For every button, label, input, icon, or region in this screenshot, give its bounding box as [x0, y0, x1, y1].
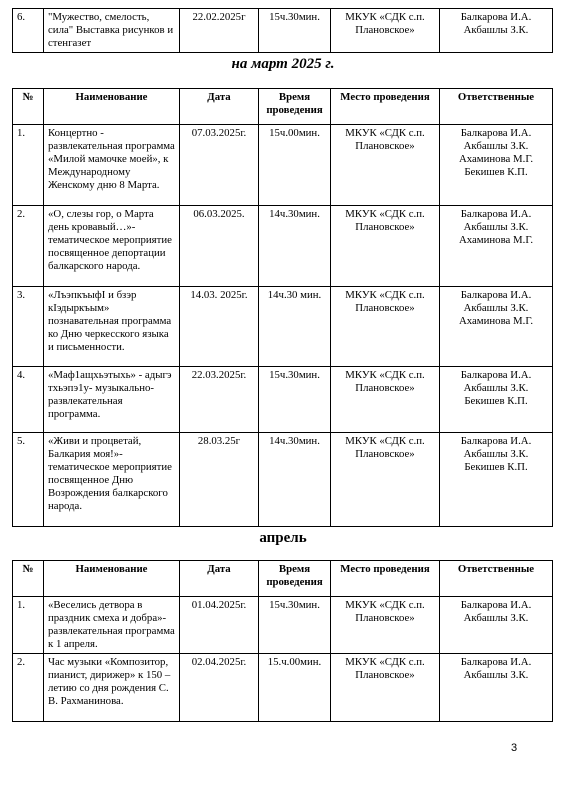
event-time: 14ч.30 мин.	[259, 287, 331, 367]
event-place: МКУК «СДК с.п. Плановское»	[331, 206, 440, 287]
event-name: Час музыки «Композитор, пианист, дирижер» к 150 – летию со дня рождения С. В. Рахманинова.	[44, 654, 180, 722]
event-name: «ЛъэпкъыфI и бзэр кIэдыркъым» познавательная программа ко Дню черкесского языка и письменности.	[44, 287, 180, 367]
event-date: 06.03.2025.	[180, 206, 259, 287]
column-header-responsible: Ответственные	[440, 561, 553, 597]
april-table	[12, 560, 553, 722]
event-responsible: Балкарова И.А. Акбашлы З.К. Ахаминова М.Г. Бекишев К.П.	[440, 125, 553, 206]
column-header-place: Место проведения	[331, 561, 440, 597]
event-name: Концертно - развлекательная программа «Милой мамочке моей», к Международному Женскому дню 8 Марта.	[44, 125, 180, 206]
event-date: 01.04.2025г.	[180, 597, 259, 654]
event-responsible: Балкарова И.А. Акбашлы З.К.	[440, 597, 553, 654]
table-row	[13, 367, 553, 433]
event-date: 07.03.2025г.	[180, 125, 259, 206]
event-place: МКУК «СДК с.п. Плановское»	[331, 654, 440, 722]
row-number: 1.	[13, 125, 44, 206]
event-time: 15ч.30мин.	[259, 367, 331, 433]
event-name: "Мужество, смелость, сила" Выставка рисунков и стенгазет	[44, 9, 180, 53]
event-date: 22.02.2025г	[180, 9, 259, 53]
column-header-number: №	[13, 561, 44, 597]
row-number: 2.	[13, 206, 44, 287]
april-heading: апрель	[259, 530, 307, 546]
event-date: 02.04.2025г.	[180, 654, 259, 722]
event-place: МКУК «СДК с.п. Плановское»	[331, 125, 440, 206]
event-date: 22.03.2025г.	[180, 367, 259, 433]
event-place: МКУК «СДК с.п. Плановское»	[331, 9, 440, 53]
march-table	[12, 88, 553, 527]
event-name: «О, слезы гор, о Марта день кровавый…»- тематическое мероприятие посвященное депортации балкарского народа.	[44, 206, 180, 287]
column-header-time: Время проведения	[259, 89, 331, 125]
column-header-place: Место проведения	[331, 89, 440, 125]
event-time: 14ч.30мин.	[259, 206, 331, 287]
table-row	[13, 654, 553, 722]
row-number: 2.	[13, 654, 44, 722]
row-number: 1.	[13, 597, 44, 654]
event-place: МКУК «СДК с.п. Плановское»	[331, 597, 440, 654]
column-header-date: Дата	[180, 89, 259, 125]
event-time: 15.ч.00мин.	[259, 654, 331, 722]
event-time: 15ч.00мин.	[259, 125, 331, 206]
column-header-name: Наименование	[44, 561, 180, 597]
event-name: «Маф1ащхьэтыхь» - адыгэ тхьэпэ1у- музыкально- развлекательная программа.	[44, 367, 180, 433]
table-header-row	[13, 89, 553, 125]
row-number: 4.	[13, 367, 44, 433]
column-header-time: Время проведения	[259, 561, 331, 597]
column-header-number: №	[13, 89, 44, 125]
event-date: 28.03.25г	[180, 433, 259, 527]
event-name: «Живи и процветай, Балкария моя!»- тематическое мероприятие посвященное Дню Возрождения балкарского народа.	[44, 433, 180, 527]
event-responsible: Балкарова И.А. Акбашлы З.К.	[440, 654, 553, 722]
column-header-name: Наименование	[44, 89, 180, 125]
event-time: 15ч.30мин.	[259, 9, 331, 53]
event-responsible: Балкарова И.А. Акбашлы З.К. Ахаминова М.Г.	[440, 206, 553, 287]
table-row	[13, 597, 553, 654]
row-number: 6.	[13, 9, 44, 53]
event-time: 15ч.30мин.	[259, 597, 331, 654]
table-row	[13, 206, 553, 287]
event-responsible: Балкарова И.А. Акбашлы З.К. Бекишев К.П.	[440, 433, 553, 527]
march-heading: на март 2025 г.	[231, 56, 335, 72]
row-number: 3.	[13, 287, 44, 367]
page-number: 3	[511, 742, 518, 754]
table-row	[13, 433, 553, 527]
event-date: 14.03. 2025г.	[180, 287, 259, 367]
event-time: 14ч.30мин.	[259, 433, 331, 527]
table-row	[13, 9, 553, 53]
row-number: 5.	[13, 433, 44, 527]
event-responsible: Балкарова И.А. Акбашлы З.К.	[440, 9, 553, 53]
event-name: «Веселись детвора в праздник смеха и добра»- развлекательная программа к 1 апреля.	[44, 597, 180, 654]
column-header-date: Дата	[180, 561, 259, 597]
table-row	[13, 287, 553, 367]
event-responsible: Балкарова И.А. Акбашлы З.К. Бекишев К.П.	[440, 367, 553, 433]
event-place: МКУК «СДК с.п. Плановское»	[331, 287, 440, 367]
february-table-continuation	[12, 8, 553, 53]
table-header-row	[13, 561, 553, 597]
event-place: МКУК «СДК с.п. Плановское»	[331, 433, 440, 527]
table-row	[13, 125, 553, 206]
column-header-responsible: Ответственные	[440, 89, 553, 125]
event-place: МКУК «СДК с.п. Плановское»	[331, 367, 440, 433]
event-responsible: Балкарова И.А. Акбашлы З.К. Ахаминова М.Г.	[440, 287, 553, 367]
